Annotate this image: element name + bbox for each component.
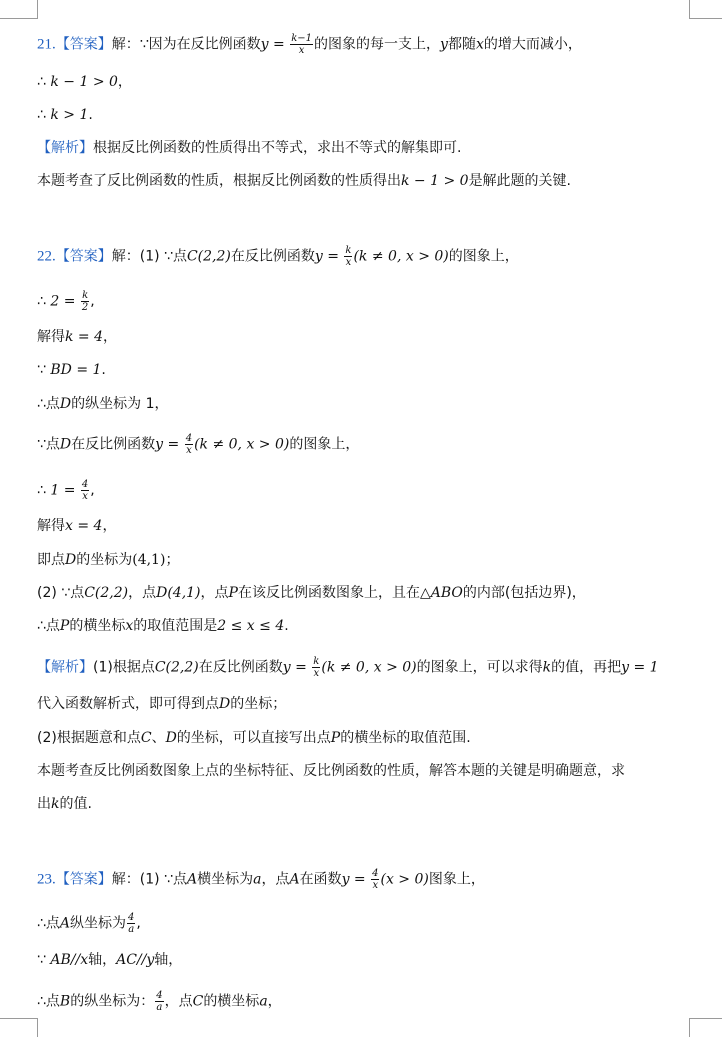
denominator: x <box>313 668 320 679</box>
text: 出 <box>37 796 51 812</box>
q22-line-14 <box>37 728 471 748</box>
text: 解：(1) ∵点 <box>111 248 187 265</box>
text: 的横坐标的取值范围. <box>340 730 471 746</box>
math: (x > 0) <box>380 871 429 888</box>
math: (4,1) <box>132 552 166 568</box>
denominator: x <box>372 880 379 891</box>
math: a <box>259 993 268 1010</box>
text: 解：∵因为在反比例函数 <box>111 36 261 53</box>
math: a <box>253 871 262 888</box>
text: ，点 <box>128 585 157 601</box>
numerator: k <box>82 290 89 301</box>
math: x <box>475 36 484 53</box>
math: BD = 1 <box>50 362 102 378</box>
math: k <box>542 659 552 676</box>
text: 的值，再把 <box>551 659 622 676</box>
text: ∴点 <box>37 993 60 1010</box>
math: k = 4 <box>65 329 104 345</box>
math: C <box>140 730 152 746</box>
numerator: 4 <box>372 868 379 879</box>
text: . <box>88 107 93 123</box>
q23-line-3 <box>37 950 182 970</box>
q23-line-4 <box>37 990 282 1013</box>
denominator: x <box>298 45 305 56</box>
text: , <box>136 915 141 932</box>
q22-line-10 <box>37 583 586 603</box>
text: 图象上， <box>428 871 485 888</box>
math: D <box>165 730 177 746</box>
math: y = <box>282 659 312 676</box>
text: 轴， <box>154 952 183 968</box>
math: D <box>219 696 231 712</box>
text: 是解此题的关键. <box>468 173 572 189</box>
math: (k ≠ 0, x > 0) <box>194 436 290 453</box>
text: 的图象的每一支上， <box>314 36 441 53</box>
text: ∵ <box>37 952 51 968</box>
text: 的坐标为 <box>76 552 133 568</box>
text: 的横坐标 <box>203 993 260 1010</box>
denominator: x <box>82 491 88 502</box>
fraction <box>344 245 352 268</box>
text: 的增大而减小， <box>483 36 582 53</box>
q23-line-1 <box>37 868 485 891</box>
text: 在反比例函数 <box>198 659 283 676</box>
text: 的坐标，可以直接写出点 <box>176 730 331 746</box>
text: ； <box>165 552 180 568</box>
text: 的坐标； <box>230 696 287 712</box>
text: . <box>101 362 106 378</box>
math: AC//y <box>116 952 155 968</box>
math: P <box>330 730 341 746</box>
fraction <box>155 990 163 1013</box>
text: 在反比例函数 <box>71 436 156 453</box>
text: ，点 <box>261 871 290 888</box>
q21-line-4 <box>37 138 461 158</box>
math: A <box>186 871 198 888</box>
q22-line-5 <box>37 394 169 414</box>
q22-line-3 <box>37 327 117 347</box>
text: 本题考查反比例函数图象上点的坐标特征、反比例函数的性质，解答本题的关键是明确题意，求 <box>37 763 625 779</box>
text: ∴ <box>37 293 51 310</box>
q22-line-4 <box>37 360 106 380</box>
text: ∴点 <box>37 396 60 412</box>
text: ∴ <box>37 482 51 499</box>
q22-line-1 <box>37 245 519 268</box>
q22-line-8 <box>37 516 116 536</box>
text: 的横坐标 <box>69 618 126 634</box>
denominator: x <box>186 445 192 456</box>
text: 根据反比例函数的性质得出不等式，求出不等式的解集即可. <box>93 140 462 156</box>
text: , <box>90 482 95 499</box>
q23-line-2 <box>37 912 141 935</box>
text: ∵点 <box>37 436 60 453</box>
math: y = <box>155 436 184 453</box>
math: A <box>289 871 300 888</box>
text: 轴， <box>88 952 117 968</box>
math: P <box>59 618 70 634</box>
math: k − 1 > 0 <box>401 173 469 189</box>
text: 解：(1) ∵点 <box>111 871 187 888</box>
text: ， <box>267 993 282 1010</box>
q21-line-3 <box>37 105 93 125</box>
text: ， <box>102 518 117 534</box>
denominator: 2 <box>81 302 89 313</box>
math: D <box>65 552 77 568</box>
text: 在函数 <box>299 871 342 888</box>
math: A <box>59 915 71 932</box>
math: y = 1 <box>621 659 659 676</box>
analysis-tag: 【解析】 <box>37 140 93 156</box>
numerator: 4 <box>128 912 135 923</box>
q21-line-2 <box>37 72 132 92</box>
math: 2 = <box>50 293 80 310</box>
text: 的值. <box>59 796 92 812</box>
fraction <box>185 433 193 456</box>
q22-line-6 <box>37 433 360 456</box>
text: ∵ <box>37 362 51 378</box>
math: 1 = <box>50 482 80 499</box>
corner-mark-top-left <box>0 0 38 19</box>
text: (1)根据点 <box>93 659 155 676</box>
fraction <box>81 290 89 313</box>
text: 、 <box>151 730 166 746</box>
math: AB//x <box>50 952 89 968</box>
q22-line-9 <box>37 550 179 570</box>
denominator: x <box>345 257 352 268</box>
text: 即点 <box>37 552 65 568</box>
numerator: 4 <box>185 433 193 444</box>
question-number: 23. <box>37 871 56 888</box>
text: 解得 <box>37 329 65 345</box>
fraction <box>312 656 320 679</box>
math: y = <box>260 36 290 53</box>
text: ，点 <box>200 585 229 601</box>
text: ∴点 <box>37 915 60 932</box>
text: . <box>284 618 289 634</box>
math: k > 1 <box>50 107 89 123</box>
q22-line-16 <box>37 794 92 814</box>
q22-line-13 <box>37 694 286 714</box>
numerator: 4 <box>156 990 163 1001</box>
math: B <box>59 993 71 1010</box>
math: D <box>59 436 72 453</box>
math: y <box>440 36 448 53</box>
text: 代入函数解析式，即可得到点 <box>37 696 219 712</box>
text: ∴点 <box>37 618 60 634</box>
answer-tag: 【答案】 <box>55 248 112 265</box>
text: 在该反比例函数图象上，且在△ <box>237 585 431 601</box>
text: 的内部(包括边界)， <box>462 585 586 601</box>
corner-mark-bottom-right <box>689 1018 722 1037</box>
corner-mark-top-right <box>689 0 722 19</box>
text: 的图象上， <box>448 248 519 265</box>
math: x = 4 <box>65 518 103 534</box>
text: , <box>90 293 95 310</box>
text: 横坐标为 <box>197 871 254 888</box>
answer-tag: 【答案】 <box>55 36 112 53</box>
corner-mark-bottom-left <box>0 1018 38 1037</box>
text: 都随 <box>447 36 476 53</box>
math: C <box>192 993 204 1010</box>
math: y = <box>314 248 344 265</box>
fraction <box>127 912 135 935</box>
denominator: a <box>156 1002 163 1013</box>
question-number: 21. <box>37 36 56 53</box>
text: (2)根据题意和点 <box>37 730 141 746</box>
text: ，点 <box>164 993 193 1010</box>
math: (k ≠ 0, x > 0) <box>353 248 449 265</box>
text: ∴ <box>37 107 51 123</box>
numerator: k <box>345 245 352 256</box>
text: 在反比例函数 <box>230 248 315 265</box>
math: k <box>51 796 60 812</box>
math: C(2,2) <box>84 585 129 601</box>
text: 的纵坐标为 1， <box>71 396 169 412</box>
math: D <box>59 396 72 412</box>
fraction <box>371 868 379 891</box>
text: ∴ <box>37 74 51 90</box>
math: P <box>228 585 238 601</box>
math: C(2,2) <box>186 248 231 265</box>
math: k − 1 > 0 <box>50 74 118 90</box>
text: 的取值范围是 <box>133 618 218 634</box>
q22-line-2 <box>37 290 95 313</box>
math: y = <box>341 871 371 888</box>
math: x <box>125 618 134 634</box>
numerator: 4 <box>81 479 89 490</box>
q21-line-5 <box>37 171 571 191</box>
text: 纵坐标为 <box>70 915 127 932</box>
math: ABO <box>430 585 463 601</box>
text: 的图象上，可以求得 <box>416 659 543 676</box>
text: 的图象上， <box>289 436 360 453</box>
text: 解得 <box>37 518 65 534</box>
numerator: k <box>313 656 320 667</box>
text: (2) ∵点 <box>37 585 85 601</box>
math: (k ≠ 0, x > 0) <box>321 659 417 676</box>
q22-line-15 <box>37 761 625 781</box>
q22-line-7 <box>37 479 95 502</box>
fraction <box>290 33 313 56</box>
q22-line-11 <box>37 616 289 636</box>
analysis-tag: 【解析】 <box>37 659 93 676</box>
math: C(2,2) <box>154 659 199 676</box>
numerator: k−1 <box>291 33 313 44</box>
text: 本题考查了反比例函数的性质，根据反比例函数的性质得出 <box>37 173 401 189</box>
question-number: 22. <box>37 248 56 265</box>
q21-line-1 <box>37 33 582 56</box>
denominator: a <box>128 924 135 935</box>
q22-line-12 <box>37 656 659 679</box>
text: ， <box>117 74 132 90</box>
text: ， <box>103 329 118 345</box>
answer-tag: 【答案】 <box>55 871 112 888</box>
math: 2 ≤ x ≤ 4 <box>217 618 285 634</box>
math: D(4,1) <box>156 585 201 601</box>
text: 的纵坐标为： <box>70 993 155 1010</box>
fraction <box>81 479 89 502</box>
